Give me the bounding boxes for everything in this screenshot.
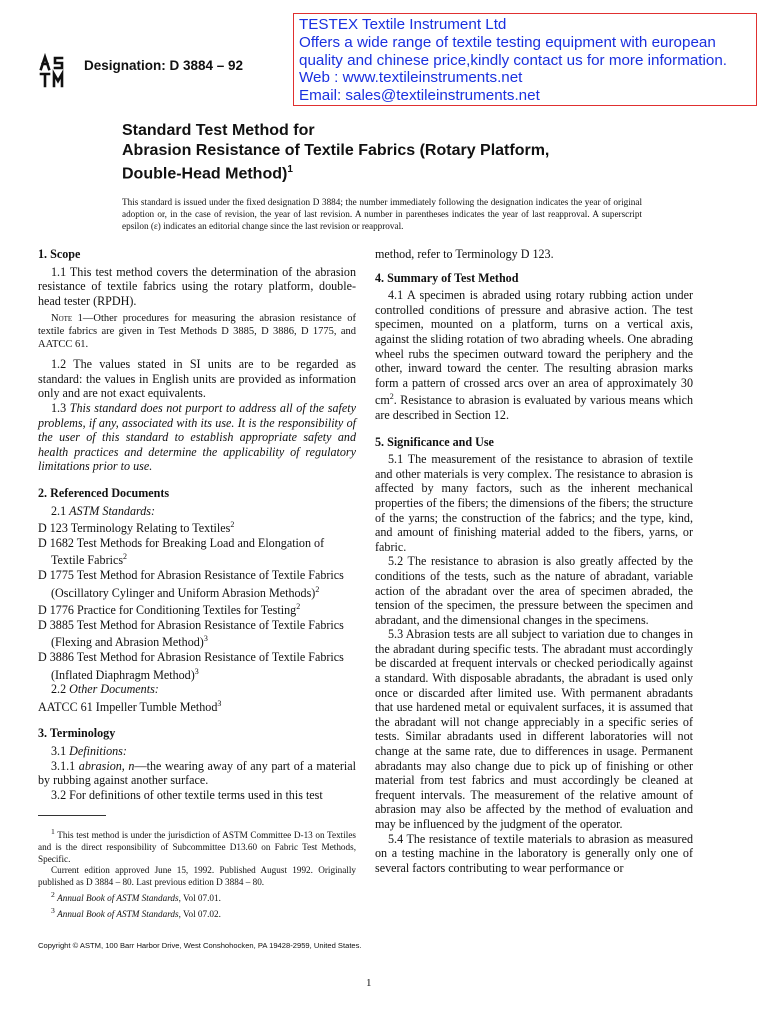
left-column <box>38 247 356 802</box>
right-column <box>375 247 693 875</box>
paragraph-4-1: 4.1 A specimen is abraded using rotary rubbing action under controlled conditions of pressure and abrasive action. The test specimen, mounted on a platform, turns on a vertical axis, against the sliding rotation of two abrading wheels. One abrading wheel rubs the specimen outward toward the periphery and the other, inward toward the center. The resulting abrasion marks form a pattern of crossed arcs over an area of approximately 30 $cm^2$. Resistance to abrasion is evaluated by various means which are described in Section 12. <box>375 288 693 422</box>
paragraph-3-2-cont: method, refer to Terminology D 123. <box>375 247 554 261</box>
reference-d1775: D 1775 Test Method for Abrasion Resistance of Textile Fabrics (Oscillatory Cylinger and Uniform Abrasion Methods)$^2$ <box>38 567 344 600</box>
title-line-2: Abrasion Resistance of Textile Fabrics (Rotary Platform, <box>122 141 550 159</box>
paragraph-1-3: 1.3 This standard does not purport to address all of the safety problems, if any, associated with its use. It is the responsibility of the user of this standard to establish appropriate safety and health practices and determine the applicability of regulatory limitations prior to use. <box>38 400 357 474</box>
advertisement-box <box>293 13 757 106</box>
page-number: 1 <box>366 977 372 989</box>
paragraph-3-2: 3.2 For definitions of other textile terms used in this test <box>51 787 323 802</box>
footnote-2: $^2$ Annual Book of ASTM Standards, Vol 07.01. <box>51 890 221 904</box>
document-title <box>122 121 549 184</box>
reference-d3886: D 3886 Test Method for Abrasion Resistance of Textile Fabrics (Inflated Diaphragm Method)$^3$ <box>38 650 344 682</box>
footnotes <box>38 826 356 921</box>
reference-d3885: D 3885 Test Method for Abrasion Resistance of Textile Fabrics (Flexing and Abrasion Method)$^3$ <box>38 617 344 650</box>
footnote-1: $^1$ This test method is under the jurisdiction of ASTM Committee D-13 on Textiles and is the direct responsibility of Subcommittee D13.60 on Fabric Test Methods, Specific. <box>38 827 356 864</box>
note-1: Note 1—Other procedures for measuring the abrasion resistance of textile fabrics are given in Test Methods D 3885, D 3886, D 1775, and AATCC 61. <box>38 313 356 350</box>
ad-line-web[interactable]: Web : www.textileinstruments.net <box>299 69 523 87</box>
ad-line-email[interactable]: Email: sales@textileinstruments.net <box>299 87 540 105</box>
reference-d1682: D 1682 Test Methods for Breaking Load and Elongation of Textile Fabrics$^2$ <box>38 535 325 568</box>
paragraph-5-1: 5.1 The measurement of the resistance to abrasion of textile and other materials is very complex. The resistance to abrasion is affected by many factors, such as the inherent mechanical properties of the fibers; the dimensions of the fibers; the structure of the yarns; the construction of the fabrics; and the type, kind, and amount of finishing material added to the fibers, yarns, or fabric. <box>375 452 693 554</box>
paragraph-5-4: 5.4 The resistance of textile materials to abrasion as measured on a testing machine in the laboratory is generally only one of several factors contributing to wear performance or <box>375 831 693 875</box>
paragraph-3-1-1: 3.1.1 abrasion, n—the wearing away of any part of a material by rubbing against another surface. <box>38 758 357 788</box>
issuance-statement: This standard is issued under the fixed designation D 3884; the number immediately following the designation indicates the year of original adoption or, in the case of revision, the year of last revision. A number in parentheses indicates the year of last reapproval. A superscript epsilon (ε) indicates an editorial change since the last revision or reapproval. <box>122 197 642 231</box>
section-4-heading: 4. Summary of Test Method <box>375 270 519 285</box>
section-1-heading: 1. Scope <box>38 247 81 261</box>
footnote-1-edition: Current edition approved June 15, 1992. Published August 1992. Originally published as D 3884 – 80. Last previous edition D 3884 – 80. <box>38 865 356 888</box>
section-5-heading: 5. Significance and Use <box>375 434 494 449</box>
ad-line-company: TESTEX Textile Instrument Ltd <box>299 16 507 33</box>
astm-logo <box>38 53 66 89</box>
reference-d123: D 123 Terminology Relating to Textiles$^2$ <box>38 520 235 536</box>
paragraph-2-1: 2.1 ASTM Standards: <box>51 503 156 518</box>
paragraph-1-1: 1.1 This test method covers the determination of the abrasion resistance of textile fabrics using the rotary platform, double-head tester (RPDH). <box>38 264 356 308</box>
paragraph-5-2: 5.2 The resistance to abrasion is also greatly affected by the conditions of the tests, such as the nature of abradant, variable action of the abradant over the area of specimen abraded, the tension of the specimen, the pressure between the specimen and abradant, and the dimensional changes in the specimens. <box>375 554 693 627</box>
reference-d1776: D 1776 Practice for Conditioning Textiles for Testing$^2$ <box>38 602 301 618</box>
paragraph-2-2: 2.2 Other Documents: <box>51 682 159 697</box>
paragraph-3-1: 3.1 Definitions: <box>51 744 127 759</box>
footnote-divider <box>38 815 106 816</box>
ad-line-offer-cont: quality and chinese price,kindly contact us for more information. <box>299 51 727 69</box>
footnote-3: $^3$ Annual Book of ASTM Standards, Vol 07.02. <box>51 905 221 919</box>
reference-aatcc61: AATCC 61 Impeller Tumble Method$^3$ <box>38 698 222 714</box>
designation: Designation: D 3884 – 92 <box>84 58 244 73</box>
ad-line-offer: Offers a wide range of textile testing equipment with european <box>299 33 716 51</box>
section-2-heading: 2. Referenced Documents <box>38 485 170 500</box>
title-line-3: Double-Head Method)$^1$ <box>122 164 293 183</box>
title-footnote-mark: 1 <box>287 164 293 175</box>
copyright-line: Copyright © ASTM, 100 Barr Harbor Drive, West Conshohocken, PA 19428-2959, United States. <box>38 941 362 950</box>
section-3-heading: 3. Terminology <box>38 726 116 741</box>
paragraph-5-3: 5.3 Abrasion tests are all subject to variation due to changes in the abradant during specific tests. The abradant must accordingly be discarded at frequent intervals or checked periodically against a standard. With disposable abradants, the abradant is used only once or discarded after limited use. With permanent abradants that use hardened metal or equivalent surfaces, it is assumed that the abradant will not change appreciably in a specific series of tests. Similar abradants used in different laboratories will not change at the same rate, due to differences in usage. Permanent abradants may also change due to pick up of finishing or other material from test fabrics and must accordingly be cleaned at frequent intervals. The measurement of the relative amount of abrasion may also be affected by the method of evaluation and may be influenced by the judgment of the operator. <box>375 627 693 831</box>
paragraph-1-2: 1.2 The values stated in SI units are to be regarded as standard: the values in English units are provided as information only and are not exact equivalents. <box>38 357 356 401</box>
title-line-1: Standard Test Method for <box>122 122 315 139</box>
